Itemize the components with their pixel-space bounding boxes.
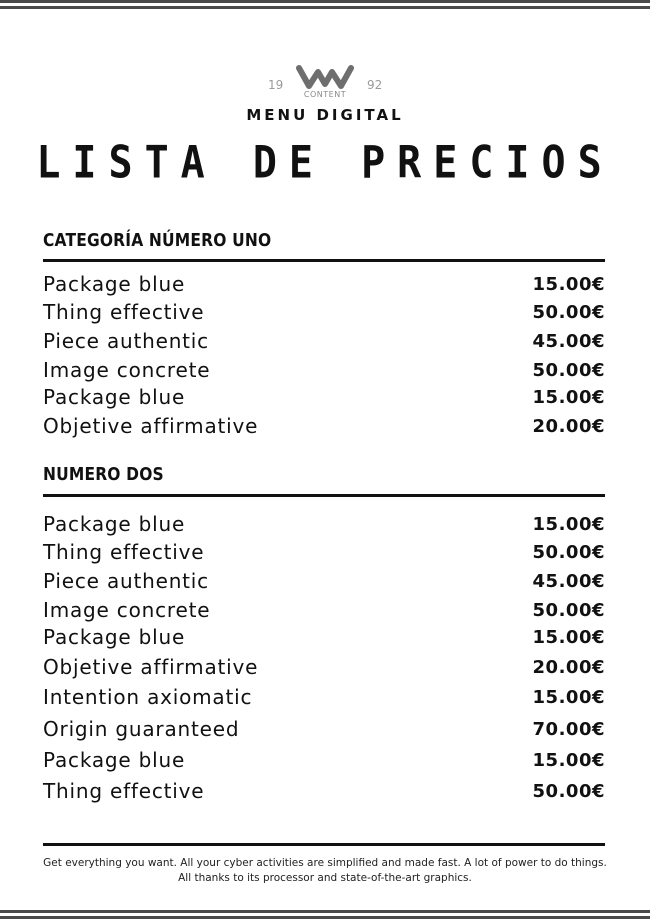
section-title-2: NUMERO DOS (43, 464, 164, 485)
menu-item-name: Objetive affirmative (43, 655, 259, 679)
menu-item (43, 538, 605, 566)
menu-item-price: 15.00€ (532, 749, 605, 771)
menu-item (43, 270, 605, 298)
menu-subtitle: MENU DIGITAL (246, 106, 404, 124)
menu-item-name: Intention axiomatic (43, 685, 253, 709)
menu-item (43, 567, 605, 595)
menu-item-name: Package blue (43, 512, 186, 536)
menu-item-price: 15.00€ (532, 513, 605, 535)
menu-item-name: Piece authentic (43, 329, 209, 353)
menu-item (43, 412, 605, 440)
menu-item-price: 45.00€ (532, 330, 605, 352)
menu-item-name: Package blue (43, 625, 186, 649)
menu-item (43, 653, 605, 681)
menu-item-name: Package blue (43, 272, 186, 296)
menu-item-price: 45.00€ (532, 570, 605, 592)
bottom-frame-bar (0, 910, 650, 919)
menu-item-price: 15.00€ (532, 626, 605, 648)
menu-item-price: 50.00€ (532, 301, 605, 323)
logo-brand-text: CONTENT (303, 90, 347, 99)
menu-item-name: Package blue (43, 748, 186, 772)
menu-item-price: 50.00€ (532, 359, 605, 381)
menu-item (43, 746, 605, 774)
menu-item-name: Image concrete (43, 358, 211, 382)
menu-item-name: Image concrete (43, 598, 211, 622)
menu-item (43, 383, 605, 411)
menu-item (43, 777, 605, 805)
w-logo-icon (296, 64, 354, 90)
logo (0, 62, 650, 102)
menu-item (43, 623, 605, 651)
menu-item-name: Package blue (43, 385, 186, 409)
top-frame-bar (0, 0, 650, 9)
menu-item-price: 50.00€ (532, 780, 605, 802)
menu-item (43, 715, 605, 743)
menu-item (43, 683, 605, 711)
menu-item (43, 356, 605, 384)
menu-item-price: 70.00€ (532, 718, 605, 740)
page-title: LISTA DE PRECIOS (36, 137, 614, 189)
menu-item-price: 20.00€ (532, 656, 605, 678)
menu-item-name: Thing effective (43, 300, 205, 324)
menu-item-price: 15.00€ (532, 686, 605, 708)
menu-item (43, 596, 605, 624)
menu-item-name: Origin guaranteed (43, 717, 240, 741)
menu-item-price: 50.00€ (532, 541, 605, 563)
footer-text: Get everything you want. All your cyber activities are simplified and made fast. A lot of power to do things. All thanks to its processor and state-of-the-art graphics. (43, 857, 607, 884)
menu-item-price: 20.00€ (532, 415, 605, 437)
menu-item-name: Objetive affirmative (43, 414, 259, 438)
menu-item (43, 327, 605, 355)
menu-item-name: Piece authentic (43, 569, 209, 593)
menu-item-price: 15.00€ (532, 273, 605, 295)
menu-item-name: Thing effective (43, 779, 205, 803)
section-divider-2 (43, 494, 605, 497)
logo-year-left: 19 (268, 78, 284, 92)
footer-divider (43, 843, 605, 846)
menu-item (43, 298, 605, 326)
section-divider-1 (43, 259, 605, 262)
menu-item-price: 15.00€ (532, 386, 605, 408)
section-title-1: CATEGORÍA NÚMERO UNO (43, 230, 272, 251)
menu-item-price: 50.00€ (532, 599, 605, 621)
menu-item (43, 510, 605, 538)
logo-year-right: 92 (367, 78, 383, 92)
menu-item-name: Thing effective (43, 540, 205, 564)
